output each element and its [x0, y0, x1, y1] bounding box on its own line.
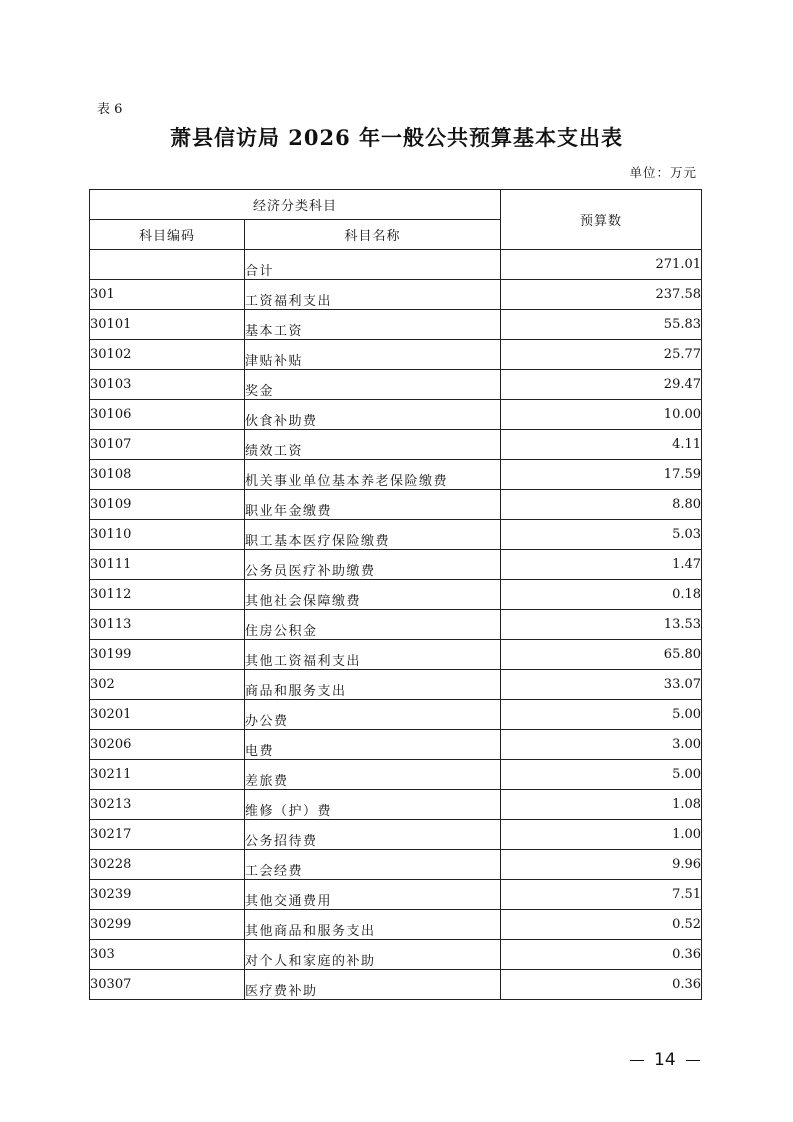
row-amount: 65.80 [501, 640, 702, 670]
table-row [90, 490, 702, 520]
row-amount: 5.03 [501, 520, 702, 550]
row-code: 30101 [90, 310, 245, 340]
row-amount: 8.80 [501, 490, 702, 520]
row-code: 30106 [90, 400, 245, 430]
table-number-label: 表 6 [97, 102, 123, 117]
row-name: 其他工资福利支出 [245, 640, 501, 670]
row-name: 商品和服务支出 [245, 670, 501, 700]
row-amount: 271.01 [501, 250, 702, 280]
row-name: 其他交通费用 [245, 880, 501, 910]
row-code: 30108 [90, 460, 245, 490]
table-row [90, 370, 702, 400]
row-amount: 0.36 [501, 940, 702, 970]
table-row [90, 610, 702, 640]
page-number [620, 1050, 710, 1070]
table-row [90, 700, 702, 730]
row-code: 30112 [90, 580, 245, 610]
row-code: 30199 [90, 640, 245, 670]
row-code [90, 250, 245, 280]
table-row [90, 520, 702, 550]
table-row [90, 730, 702, 760]
row-code: 30107 [90, 430, 245, 460]
row-code: 30213 [90, 790, 245, 820]
page-title: 萧县信访局 2026 年一般公共预算基本支出表 [169, 125, 624, 150]
row-amount: 17.59 [501, 460, 702, 490]
row-amount: 29.47 [501, 370, 702, 400]
row-code: 30201 [90, 700, 245, 730]
row-amount: 0.18 [501, 580, 702, 610]
row-amount: 0.52 [501, 910, 702, 940]
row-amount: 5.00 [501, 760, 702, 790]
table-row [90, 670, 702, 700]
row-amount: 9.96 [501, 850, 702, 880]
row-name: 津贴补贴 [245, 340, 501, 370]
row-amount: 0.36 [501, 970, 702, 1000]
table-row [90, 640, 702, 670]
row-name: 其他商品和服务支出 [245, 910, 501, 940]
row-amount: 13.53 [501, 610, 702, 640]
table-row [90, 790, 702, 820]
row-code: 30103 [90, 370, 245, 400]
row-amount: 1.08 [501, 790, 702, 820]
row-code: 30109 [90, 490, 245, 520]
table-row [90, 580, 702, 610]
header-subject-code: 科目编码 [90, 220, 245, 250]
row-code: 30110 [90, 520, 245, 550]
table-row [90, 850, 702, 880]
page-number-value: 14 [654, 1050, 676, 1070]
row-name: 伙食补助费 [245, 400, 501, 430]
row-amount: 4.11 [501, 430, 702, 460]
row-name: 职业年金缴费 [245, 490, 501, 520]
table-row [90, 310, 702, 340]
table-row [90, 460, 702, 490]
table-row [90, 820, 702, 850]
dash-right [686, 1060, 700, 1061]
row-amount: 1.47 [501, 550, 702, 580]
table-row [90, 400, 702, 430]
row-code: 30299 [90, 910, 245, 940]
table-row [90, 880, 702, 910]
row-code: 30228 [90, 850, 245, 880]
row-name: 工资福利支出 [245, 280, 501, 310]
row-name: 合计 [245, 250, 501, 280]
row-code: 30206 [90, 730, 245, 760]
table-row [90, 760, 702, 790]
table-row [90, 970, 702, 1000]
row-code: 301 [90, 280, 245, 310]
table-body [90, 250, 702, 1000]
row-name: 对个人和家庭的补助 [245, 940, 501, 970]
row-code: 30307 [90, 970, 245, 1000]
row-amount: 55.83 [501, 310, 702, 340]
row-name: 公务员医疗补助缴费 [245, 550, 501, 580]
row-name: 公务招待费 [245, 820, 501, 850]
header-economic-category: 经济分类科目 [90, 190, 501, 220]
row-name: 基本工资 [245, 310, 501, 340]
table-row [90, 430, 702, 460]
header-subject-name: 科目名称 [245, 220, 501, 250]
row-amount: 7.51 [501, 880, 702, 910]
row-amount: 25.77 [501, 340, 702, 370]
row-amount: 237.58 [501, 280, 702, 310]
row-name: 职工基本医疗保险缴费 [245, 520, 501, 550]
unit-label: 单位：万元 [629, 165, 697, 180]
row-name: 住房公积金 [245, 610, 501, 640]
table-row [90, 250, 702, 280]
table-row [90, 340, 702, 370]
row-name: 绩效工资 [245, 430, 501, 460]
row-amount: 1.00 [501, 820, 702, 850]
row-name: 奖金 [245, 370, 501, 400]
row-amount: 5.00 [501, 700, 702, 730]
row-amount: 10.00 [501, 400, 702, 430]
table-row [90, 280, 702, 310]
table-row [90, 910, 702, 940]
table-row [90, 940, 702, 970]
budget-table [89, 189, 702, 1000]
row-code: 30111 [90, 550, 245, 580]
row-amount: 33.07 [501, 670, 702, 700]
row-name: 差旅费 [245, 760, 501, 790]
row-code: 30239 [90, 880, 245, 910]
row-code: 30113 [90, 610, 245, 640]
header-budget-amount: 预算数 [501, 190, 702, 250]
row-code: 30217 [90, 820, 245, 850]
row-name: 办公费 [245, 700, 501, 730]
dash-left [630, 1060, 644, 1061]
row-name: 医疗费补助 [245, 970, 501, 1000]
table-header [90, 190, 702, 250]
row-code: 30102 [90, 340, 245, 370]
row-amount: 3.00 [501, 730, 702, 760]
row-name: 其他社会保障缴费 [245, 580, 501, 610]
row-name: 工会经费 [245, 850, 501, 880]
row-name: 电费 [245, 730, 501, 760]
row-name: 机关事业单位基本养老保险缴费 [245, 460, 501, 490]
row-code: 302 [90, 670, 245, 700]
row-code: 30211 [90, 760, 245, 790]
row-code: 303 [90, 940, 245, 970]
row-name: 维修（护）费 [245, 790, 501, 820]
table-row [90, 550, 702, 580]
